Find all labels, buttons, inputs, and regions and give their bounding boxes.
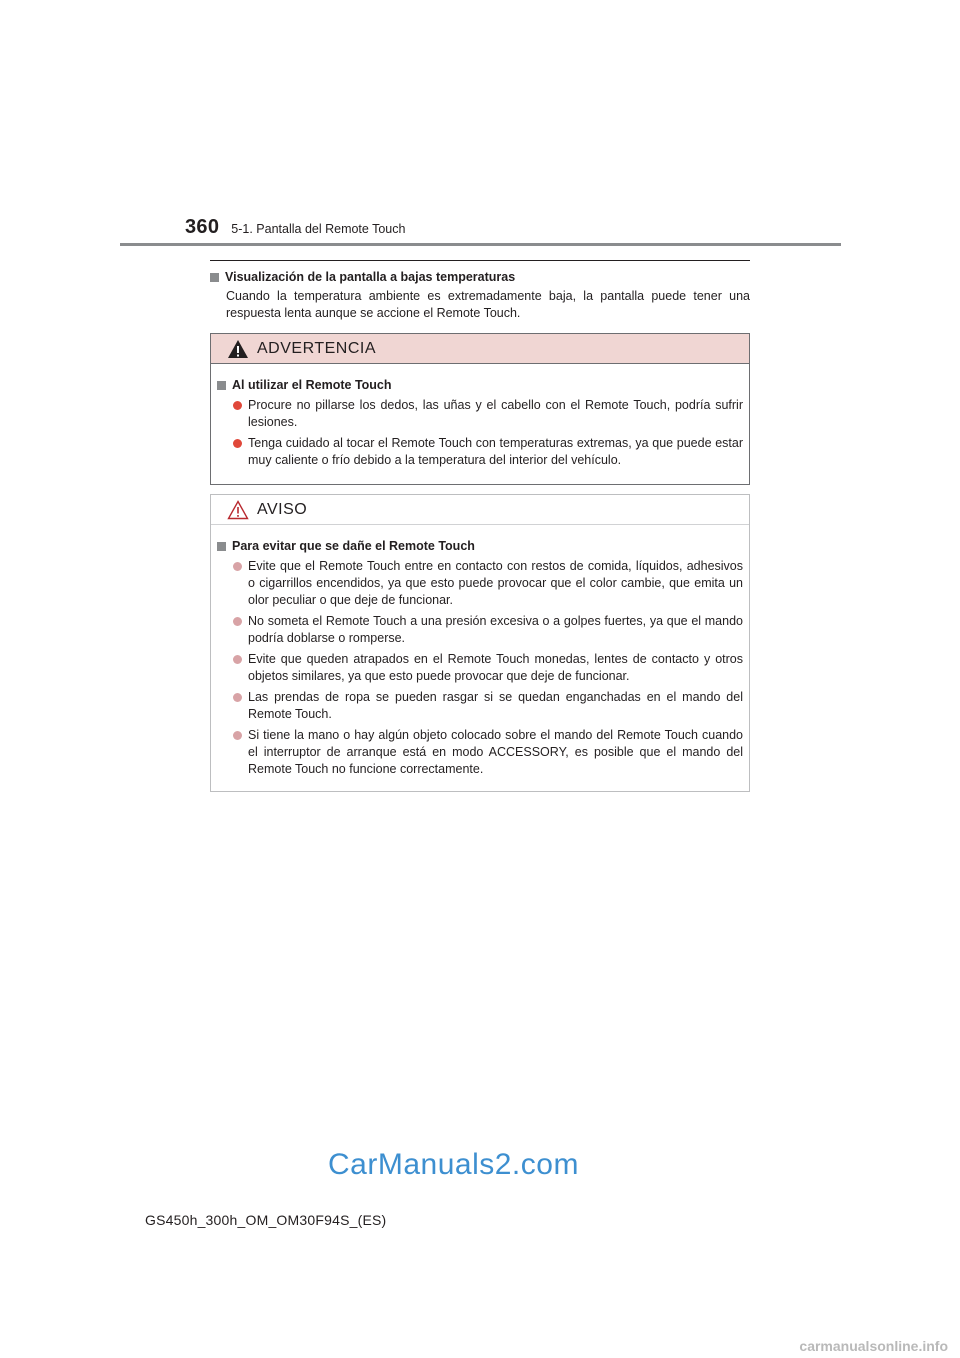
warning-subheading-text: Al utilizar el Remote Touch	[232, 378, 392, 392]
page-number: 360	[185, 216, 220, 238]
list-item-text: Evite que el Remote Touch entre en contacto con restos de comida, líquidos, adhesivos o cigarrillos encendidos, ya que esto puede provocar que el color cambie, que emita un olor peculiar o que deje de funcionar.	[248, 559, 743, 607]
notice-label: AVISO	[257, 500, 308, 518]
caution-triangle-icon	[227, 500, 249, 520]
bullet-dot-icon	[233, 731, 242, 740]
list-item-text: Las prendas de ropa se pueden rasgar si se quedan enganchadas en el mando del Remote Touch.	[248, 690, 743, 721]
list-item	[217, 613, 743, 647]
list-item	[217, 397, 743, 431]
bullet-dot-icon	[233, 562, 242, 571]
warning-subheading	[217, 378, 743, 392]
list-item	[217, 435, 743, 469]
warning-box	[210, 333, 750, 485]
note-heading	[210, 270, 750, 284]
list-item	[217, 651, 743, 685]
square-bullet-icon	[217, 381, 226, 390]
watermark-secondary: carmanualsonline.info	[799, 1338, 948, 1354]
content-divider	[210, 260, 750, 261]
square-bullet-icon	[210, 273, 219, 282]
note-body: Cuando la temperatura ambiente es extremadamente baja, la pantalla puede tener una respuesta lenta aunque se accione el Remote Touch.	[226, 289, 750, 320]
notice-header	[211, 495, 749, 525]
list-item	[217, 558, 743, 609]
bullet-dot-icon	[233, 439, 242, 448]
section-title: 5-1. Pantalla del Remote Touch	[231, 222, 406, 236]
list-item-text: Procure no pillarse los dedos, las uñas y el cabello con el Remote Touch, podría sufrir lesiones.	[248, 398, 743, 429]
warning-triangle-icon	[227, 339, 249, 359]
note-title: Visualización de la pantalla a bajas temperaturas	[225, 270, 516, 284]
list-item	[217, 689, 743, 723]
bullet-dot-icon	[233, 693, 242, 702]
square-bullet-icon	[217, 542, 226, 551]
bullet-dot-icon	[233, 401, 242, 410]
temperature-note	[210, 270, 750, 322]
bullet-dot-icon	[233, 655, 242, 664]
notice-box	[210, 494, 750, 792]
header-divider	[120, 243, 841, 246]
page-header	[185, 216, 405, 239]
list-item-text: Tenga cuidado al tocar el Remote Touch con temperaturas extremas, ya que puede estar muy caliente o frío debido a la temperatura del interior del vehículo.	[248, 436, 743, 467]
warning-label: ADVERTENCIA	[257, 339, 377, 357]
document-code: GS450h_300h_OM_OM30F94S_(ES)	[145, 1212, 387, 1228]
notice-subheading-text: Para evitar que se dañe el Remote Touch	[232, 539, 475, 553]
notice-subheading	[217, 539, 743, 553]
warning-header	[211, 334, 749, 364]
list-item	[217, 727, 743, 778]
list-item-text: Evite que queden atrapados en el Remote Touch monedas, lentes de contacto y otros objetos similares, ya que esto puede provocar que deje de funcionar.	[248, 652, 743, 683]
list-item-text: Si tiene la mano o hay algún objeto colocado sobre el mando del Remote Touch cuando el interruptor de arranque está en modo ACCESSORY, es posible que el mando del Remote Touch no funcione correctamente.	[248, 728, 743, 776]
list-item-text: No someta el Remote Touch a una presión excesiva o a golpes fuertes, ya que el mando podría doblarse o romperse.	[248, 614, 743, 645]
bullet-dot-icon	[233, 617, 242, 626]
watermark-primary: CarManuals2.com	[328, 1148, 579, 1181]
